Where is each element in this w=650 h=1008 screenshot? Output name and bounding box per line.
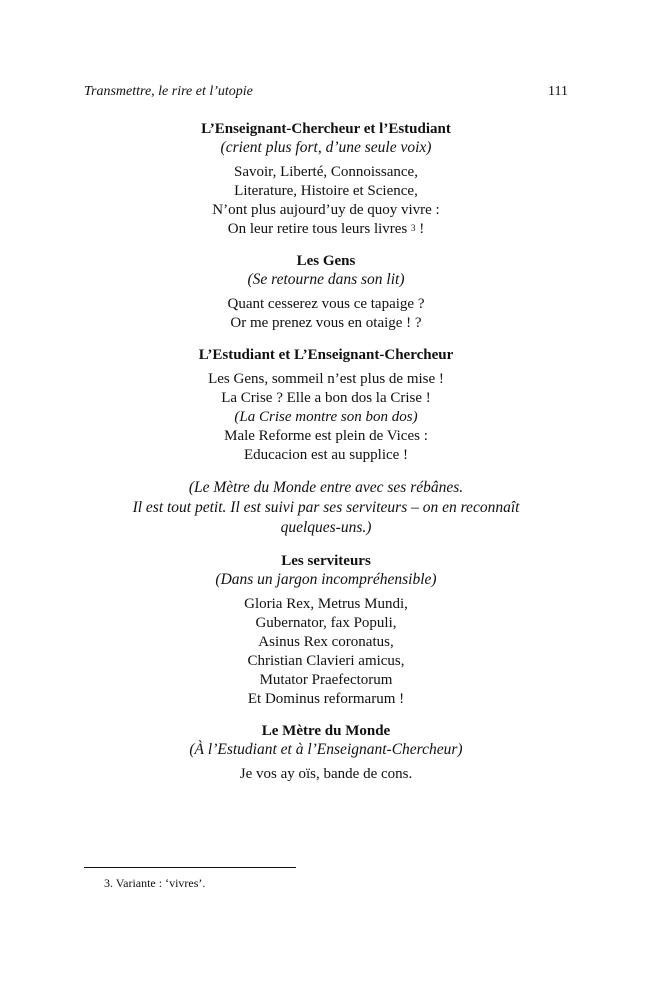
verse-line: Gloria Rex, Metrus Mundi, xyxy=(244,596,408,612)
speaker-name: Les serviteurs xyxy=(281,553,371,569)
verse-text: On leur retire tous leurs livres xyxy=(227,221,408,237)
verse-line: N’ont plus aujourd’uy de quoy vivre : xyxy=(212,202,440,218)
running-title: Transmettre, le rire et l’utopie xyxy=(84,84,253,99)
verse-line-with-note xyxy=(84,220,568,239)
footnote-reference[interactable]: 3 xyxy=(411,223,416,233)
dialogue-block xyxy=(84,252,568,333)
verse-punctuation: ! xyxy=(415,221,425,237)
verse-group xyxy=(84,595,568,709)
verse-line: Christian Clavieri amicus, xyxy=(247,653,405,669)
verse-line: Mutator Praefectorum xyxy=(259,672,393,688)
speaker-name: Le Mètre du Monde xyxy=(261,723,391,739)
verse-line: Savoir, Liberté, Connoissance, xyxy=(234,164,418,180)
verse-group xyxy=(84,370,568,465)
speaker-name: L’Estudiant et L’Enseignant-Chercheur xyxy=(198,347,454,363)
verse-line: La Crise ? Elle a bon dos la Crise ! xyxy=(221,390,431,406)
verse-line: Je vos ay oïs, bande de cons. xyxy=(239,766,413,782)
stage-direction-inline: (crient plus fort, d’une seule voix) xyxy=(220,139,432,156)
verse-line: Gubernator, fax Populi, xyxy=(255,615,397,631)
stage-direction-inline: (Dans un jargon incompréhensible) xyxy=(215,571,437,588)
footnote-separator xyxy=(84,867,296,868)
verse-line: Asinus Rex coronatus, xyxy=(258,634,394,650)
stage-direction-line: quelques-uns.) xyxy=(280,519,372,536)
verse-group xyxy=(84,163,568,239)
footnote: 3. Variante : ‘vivres’. xyxy=(104,876,206,890)
speaker-name: Les Gens xyxy=(296,253,356,269)
verse-group xyxy=(84,295,568,333)
verse-group xyxy=(84,765,568,784)
stage-direction-line: (Le Mètre du Monde entre avec ses rébânes. xyxy=(188,479,464,496)
verse-line: Literature, Histoire et Science, xyxy=(234,183,418,199)
dialogue-block xyxy=(84,552,568,709)
verse-line-aside: (La Crise montre son bon dos) xyxy=(234,409,418,425)
stage-direction-inline: (À l’Estudiant et à l’Enseignant-Chercheur) xyxy=(189,741,463,758)
stage-direction xyxy=(54,478,598,538)
play-text xyxy=(84,120,568,797)
page-number: 111 xyxy=(548,84,568,99)
stage-direction-line: Il est tout petit. Il est suivi par ses serviteurs – on en reconnaît xyxy=(132,499,520,516)
verse-line: Quant cesserez vous ce tapaige ? xyxy=(227,296,425,312)
dialogue-block xyxy=(84,722,568,784)
verse-line: Educacion est au supplice ! xyxy=(243,447,409,463)
verse-line: Et Dominus reformarum ! xyxy=(247,691,405,707)
dialogue-block xyxy=(84,120,568,239)
stage-direction-inline: (Se retourne dans son lit) xyxy=(247,271,405,288)
dialogue-block xyxy=(84,346,568,465)
speaker-name: L’Enseignant-Chercheur et l’Estudiant xyxy=(201,121,451,137)
verse-line: Male Reforme est plein de Vices : xyxy=(224,428,428,444)
verse-line: Les Gens, sommeil n’est plus de mise ! xyxy=(208,371,444,387)
verse-line: Or me prenez vous en otaige ! ? xyxy=(230,315,422,331)
